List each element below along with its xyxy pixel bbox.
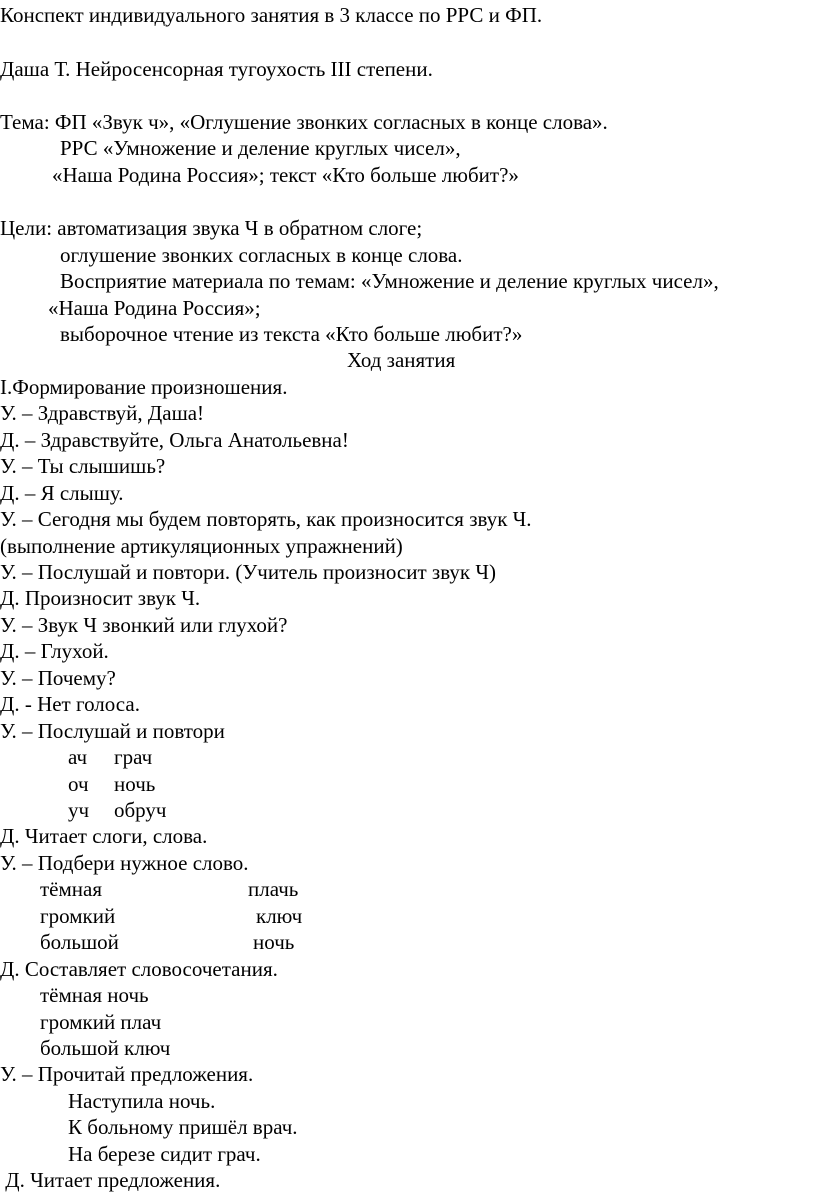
- dialogue-line: Д. – Здравствуйте, Ольга Анатольевна!: [0, 428, 349, 452]
- syllable-word: обруч: [114, 798, 167, 822]
- pair-adjective: тёмная: [40, 877, 103, 901]
- goals-line-3: Восприятие материала по темам: «Умножение и деление круглых чисел»,: [60, 269, 719, 293]
- dialogue-line: Д. - Нет голоса.: [0, 692, 140, 716]
- sentence: К больному пришёл врач.: [68, 1115, 298, 1139]
- sentence: На березе сидит грач.: [68, 1142, 261, 1166]
- syllable-word: грач: [114, 745, 153, 769]
- sentence: Наступила ночь.: [68, 1089, 216, 1113]
- syllable: уч: [68, 798, 90, 822]
- pair-adjective: большой: [40, 930, 119, 954]
- goals-line-5: выборочное чтение из текста «Кто больше любит?»: [60, 322, 523, 346]
- dialogue-line: У. – Почему?: [0, 666, 116, 690]
- goals-line-4: «Наша Родина Россия»;: [48, 296, 261, 320]
- dialogue-line: Д. – Глухой.: [0, 639, 109, 663]
- pair-noun: плачь: [248, 877, 299, 901]
- topic-line-2: РРС «Умножение и деление круглых чисел»,: [60, 136, 461, 160]
- phrase: громкий плач: [40, 1010, 162, 1034]
- dialogue-line: (выполнение артикуляционных упражнений): [0, 534, 403, 558]
- phrase: тёмная ночь: [40, 983, 149, 1007]
- document-title: Конспект индивидуального занятия в 3 классе по РРС и ФП.: [0, 3, 543, 27]
- part1-heading: I.Формирование произношения.: [0, 375, 288, 399]
- topic-line-1: Тема: ФП «Звук ч», «Оглушение звонких согласных в конце слова».: [0, 110, 608, 134]
- topic-line-3: «Наша Родина Россия»; текст «Кто больше любит?»: [52, 163, 519, 187]
- pair-noun: ночь: [253, 930, 295, 954]
- dialogue-line: У. – Здравствуй, Даша!: [0, 401, 205, 425]
- dialogue-line: Д. Читает слоги, слова.: [0, 824, 208, 848]
- final-line: Д. Читает предложения.: [0, 1168, 221, 1192]
- dialogue-line: У. – Прочитай предложения.: [0, 1062, 254, 1086]
- goals-line-2: оглушение звонких согласных в конце слова.: [60, 243, 463, 267]
- dialogue-line: У. – Сегодня мы будем повторять, как произносится звук Ч.: [0, 507, 532, 531]
- dialogue-line: У. – Послушай и повтори: [0, 719, 225, 743]
- dialogue-line: У. – Послушай и повтори. (Учитель произносит звук Ч): [0, 560, 496, 584]
- dialogue-line: Д. Произносит звук Ч.: [0, 586, 201, 610]
- pair-adjective: громкий: [40, 904, 116, 928]
- pair-noun: ключ: [256, 904, 303, 928]
- syllable: ач: [68, 745, 88, 769]
- dialogue-line: Д. Составляет словосочетания.: [0, 957, 278, 981]
- dialogue-line: У. – Подбери нужное слово.: [0, 851, 249, 875]
- syllable-word: ночь: [114, 772, 156, 796]
- dialogue-line: Д. – Я слышу.: [0, 481, 124, 505]
- phrase: большой ключ: [40, 1036, 171, 1060]
- section-heading: Ход занятия: [347, 348, 456, 372]
- dialogue-line: У. – Звук Ч звонкий или глухой?: [0, 613, 288, 637]
- goals-line-1: Цели: автоматизация звука Ч в обратном слоге;: [0, 216, 423, 240]
- student-info: Даша Т. Нейросенсорная тугоухость III степени.: [0, 57, 433, 81]
- dialogue-line: У. – Ты слышишь?: [0, 454, 166, 478]
- syllable: оч: [68, 772, 89, 796]
